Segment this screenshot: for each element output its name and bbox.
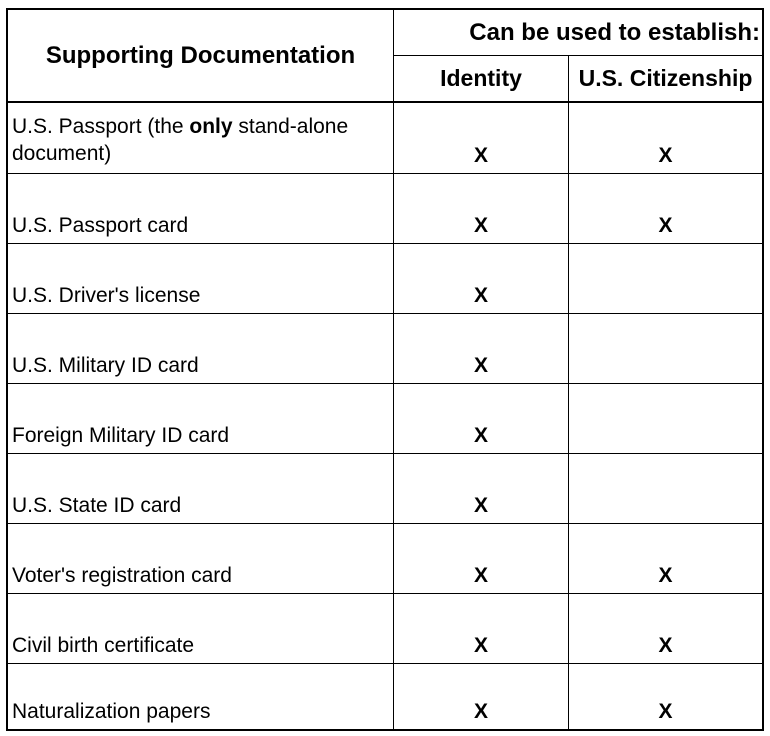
table-row-document: Naturalization papers [12, 700, 211, 723]
citizenship-mark: X [658, 634, 673, 657]
table-row-document: Foreign Military ID card [12, 424, 230, 447]
identity-mark: X [473, 494, 488, 517]
identity-mark: X [473, 424, 488, 447]
identity-mark: X [473, 144, 488, 167]
table-row-document: U.S. Passport (the only stand-alone document) [12, 115, 349, 165]
citizenship-mark [569, 314, 762, 383]
identity-mark: X [473, 284, 488, 307]
table-row-document: U.S. Military ID card [12, 354, 199, 377]
citizenship-mark [569, 454, 762, 523]
citizenship-mark: X [658, 214, 673, 237]
identity-mark: X [473, 214, 488, 237]
identity-mark: X [473, 634, 488, 657]
identity-mark: X [473, 700, 488, 723]
citizenship-mark: X [658, 144, 673, 167]
header-can-be-used: Can be used to establish: [469, 18, 760, 46]
header-supporting-documentation: Supporting Documentation [45, 41, 356, 69]
header-citizenship: U.S. Citizenship [578, 65, 753, 91]
citizenship-mark: X [658, 700, 673, 723]
table-row-document: U.S. State ID card [12, 494, 182, 517]
identity-mark: X [473, 354, 488, 377]
citizenship-mark [569, 384, 762, 453]
citizenship-mark [569, 244, 762, 313]
table-row-document: Civil birth certificate [12, 634, 195, 657]
table-row-document: U.S. Driver's license [12, 284, 201, 307]
header-identity: Identity [440, 65, 522, 91]
citizenship-mark: X [658, 564, 673, 587]
identity-mark: X [473, 564, 488, 587]
documentation-table [6, 8, 764, 731]
table-row-document: U.S. Passport card [12, 214, 189, 237]
table-row-document: Voter's registration card [12, 564, 232, 587]
